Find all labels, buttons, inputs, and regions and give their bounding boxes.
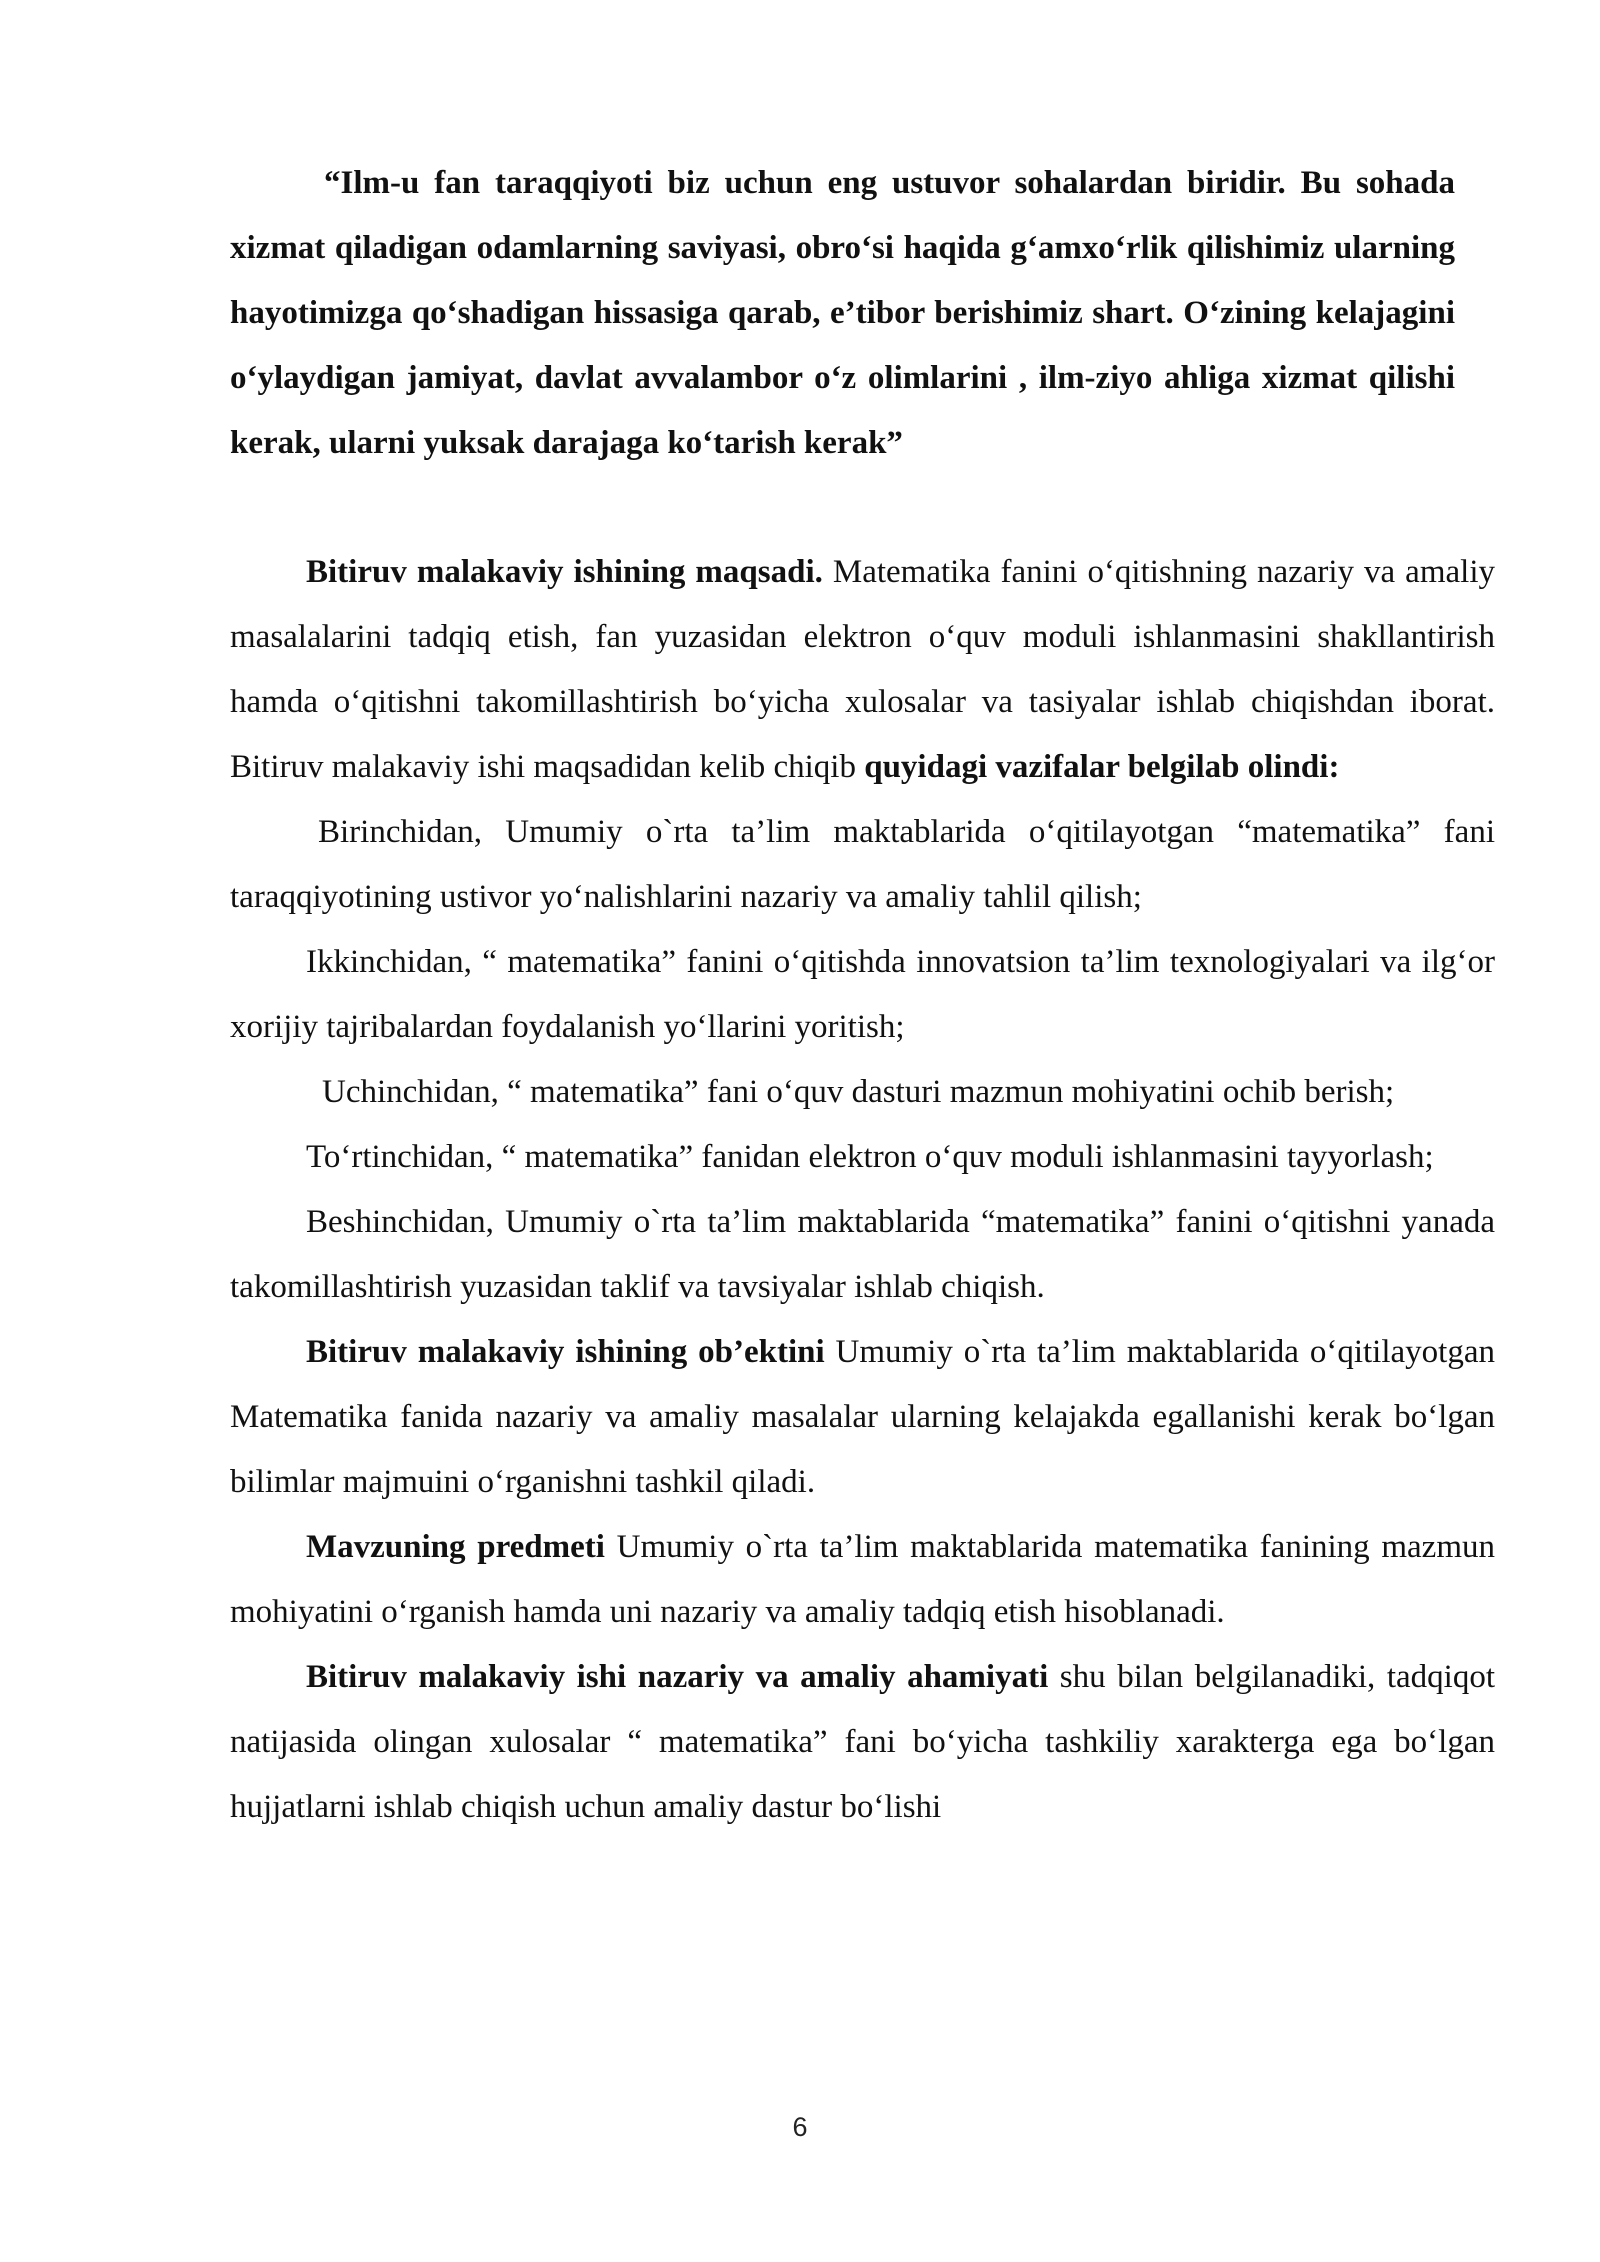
- object-heading: Bitiruv malakaviy ishining ob’ektini: [306, 1334, 825, 1370]
- task-item-1: Birinchidan, Umumiy o`rta ta’lim maktablarida o‘qitilayotgan “matematika” fani taraqqiyotining ustivor yo‘nalishlarini nazariy va amaliy tahlil qilish;: [230, 814, 1495, 915]
- tasks-label: quyidagi vazifalar belgilab olindi:: [864, 749, 1340, 785]
- subject-heading: Mavzuning predmeti: [306, 1529, 605, 1565]
- task-item-2: Ikkinchidan, “ matematika” fanini o‘qitishda innovatsion ta’lim texnologiyalari va ilg‘or xorijiy tajribalardan foydalanish yo‘llarini yoritish;: [230, 944, 1495, 1045]
- epigraph-quote: “Ilm-u fan taraqqiyoti biz uchun eng ustuvor sohalardan biridir. Bu sohada xizmat qiladigan odamlarning saviyasi, obro‘si haqida g‘amxo‘rlik qilishimiz ularning hayotimizga qo‘shadigan hissasiga qarab, e’tibor berishimiz shart. O‘zining kelajagini o‘ylaydigan jamiyat, davlat avvalambor o‘z olimlarini , ilm-ziyo ahliga xizmat qilishi kerak, ularni yuksak darajaga ko‘tarish kerak”: [230, 165, 1455, 461]
- task-item-5: Beshinchidan, Umumiy o`rta ta’lim maktablarida “matematika” fanini o‘qitishni yanada takomillashtirish yuzasidan taklif va tavsiyalar ishlab chiqish.: [230, 1204, 1495, 1305]
- significance-text: shu bilan belgilanadiki, tadqiqot natijasida olingan xulosalar “ matematika” fani bo‘yicha tashkiliy xarakterga ega bo‘lgan hujjatlarni ishlab chiqish uchun amaliy dastur bo‘lishi: [230, 1659, 1495, 1825]
- task-item-4: To‘rtinchidan, “ matematika” fanidan elektron o‘quv moduli ishlanmasini tayyorlash;: [306, 1139, 1434, 1175]
- purpose-heading: Bitiruv malakaviy ishining maqsadi.: [306, 554, 823, 590]
- significance-paragraph: [230, 1645, 1495, 1840]
- document-body: [230, 540, 1495, 1840]
- purpose-paragraph: [230, 540, 1495, 800]
- subject-text: Umumiy o`rta ta’lim maktablarida matematika fanining mazmun mohiyatini o‘rganish hamda uni nazariy va amaliy tadqiq etish hisoblanadi.: [230, 1529, 1495, 1630]
- object-text: Umumiy o`rta ta’lim maktablarida o‘qitilayotgan Matematika fanida nazariy va amaliy masalalar ularning kelajakda egallanishi kerak bo‘lgan bilimlar majmuini o‘rganishni tashkil qiladi.: [230, 1334, 1495, 1500]
- task-item-3: Uchinchidan, “ matematika” fani o‘quv dasturi mazmun mohiyatini ochib berish;: [322, 1074, 1395, 1110]
- subject-paragraph: [230, 1515, 1495, 1645]
- purpose-text: Matematika fanini o‘qitishning nazariy va amaliy masalalarini tadqiq etish, fan yuzasidan elektron o‘quv moduli ishlanmasini shakllantirish hamda o‘qitishni takomillashtirish bo‘yicha xulosalar va tasiyalar ishlab chiqishdan iborat. Bitiruv malakaviy ishi maqsadidan kelib chiqib: [230, 554, 1495, 785]
- significance-heading: Bitiruv malakaviy ishi nazariy va amaliy ahamiyati: [306, 1659, 1049, 1695]
- page-number: 6: [792, 2112, 808, 2142]
- object-paragraph: [230, 1320, 1495, 1515]
